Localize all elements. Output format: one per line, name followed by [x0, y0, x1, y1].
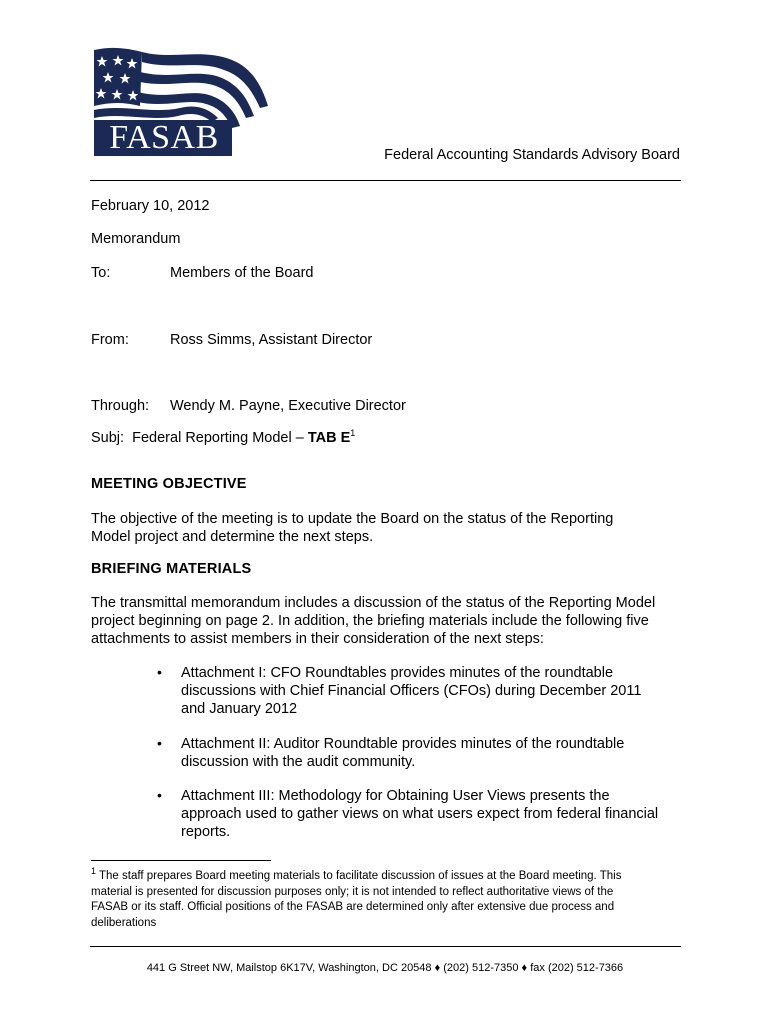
footnote: [91, 866, 691, 931]
memo-date: February 10, 2012: [91, 198, 210, 214]
footer-rule: [90, 946, 681, 947]
bullet-line: Attachment II: Auditor Roundtable provides minutes of the roundtable: [181, 736, 625, 752]
objective-line: Model project and determine the next steps.: [91, 529, 374, 545]
from-label: From:: [91, 332, 129, 348]
briefing-paragraph: [91, 594, 691, 648]
from-value: Ross Simms, Assistant Director: [170, 332, 373, 348]
bullet-line: Attachment I: CFO Roundtables provides minutes of the roundtable: [181, 665, 614, 681]
bullet-symbol: •: [157, 664, 162, 680]
briefing-line: project beginning on page 2. In addition, the briefing materials include the following five: [91, 613, 649, 629]
footer-address: 441 G Street NW, Mailstop 6K17V, Washington, DC 20548 ♦ (202) 512-7350 ♦ fax (202) 512-7366: [146, 962, 624, 974]
to-label: To:: [91, 265, 111, 281]
header-rule: [90, 180, 681, 181]
briefing-heading: BRIEFING MATERIALS: [91, 561, 252, 577]
to-value: Members of the Board: [170, 265, 314, 281]
bullet-item-attachment-1: [181, 664, 701, 718]
fasab-logo: [92, 46, 272, 158]
footnote-line: The staff prepares Board meeting materials to facilitate discussion of issues at the Board meeting. This: [96, 870, 622, 882]
subject-footnote-ref: 1: [350, 428, 356, 439]
subject-value: Federal Reporting Model –: [132, 430, 308, 446]
footnote-line: deliberations: [91, 916, 157, 929]
through-label: Through:: [91, 398, 150, 414]
bullet-item-attachment-3: [181, 787, 701, 841]
objective-paragraph: [91, 510, 691, 546]
objective-line: The objective of the meeting is to update the Board on the status of the Reporting: [91, 511, 614, 527]
briefing-line: The transmittal memorandum includes a discussion of the status of the Reporting Model: [91, 595, 656, 611]
briefing-line: attachments to assist members in their consideration of the next steps:: [91, 631, 544, 647]
bullet-line: Attachment III: Methodology for Obtaining User Views presents the: [181, 788, 610, 804]
footnote-rule: [91, 860, 271, 861]
footnote-line: material is presented for discussion purposes only; it is not intended to reflect authoritative views of the: [91, 885, 614, 898]
memo-type: Memorandum: [91, 231, 181, 247]
bullet-item-attachment-2: [181, 735, 701, 771]
bullet-line: approach used to gather views on what users expect from federal financial: [181, 806, 659, 822]
objective-heading: MEETING OBJECTIVE: [91, 476, 247, 492]
subject-tab: TAB E: [307, 430, 351, 446]
footnote-ref: 1: [91, 866, 97, 877]
subject-label: Subj:: [91, 430, 125, 446]
bullet-symbol: •: [157, 735, 162, 751]
footnote-line: FASAB or its staff. Official positions of the FASAB are determined only after extensive due process and: [91, 901, 615, 913]
bullet-symbol: •: [157, 787, 162, 803]
bullet-line: and January 2012: [181, 701, 298, 717]
subject-line: [91, 429, 355, 447]
through-value: Wendy M. Payne, Executive Director: [170, 398, 406, 414]
bullet-line: discussions with Chief Financial Officers (CFOs) during December 2011: [181, 683, 642, 699]
logo-text: FASAB: [109, 119, 219, 156]
organization-name: Federal Accounting Standards Advisory Board: [384, 147, 680, 163]
bullet-line: discussion with the audit community.: [181, 754, 416, 770]
bullet-line: reports.: [181, 824, 231, 840]
